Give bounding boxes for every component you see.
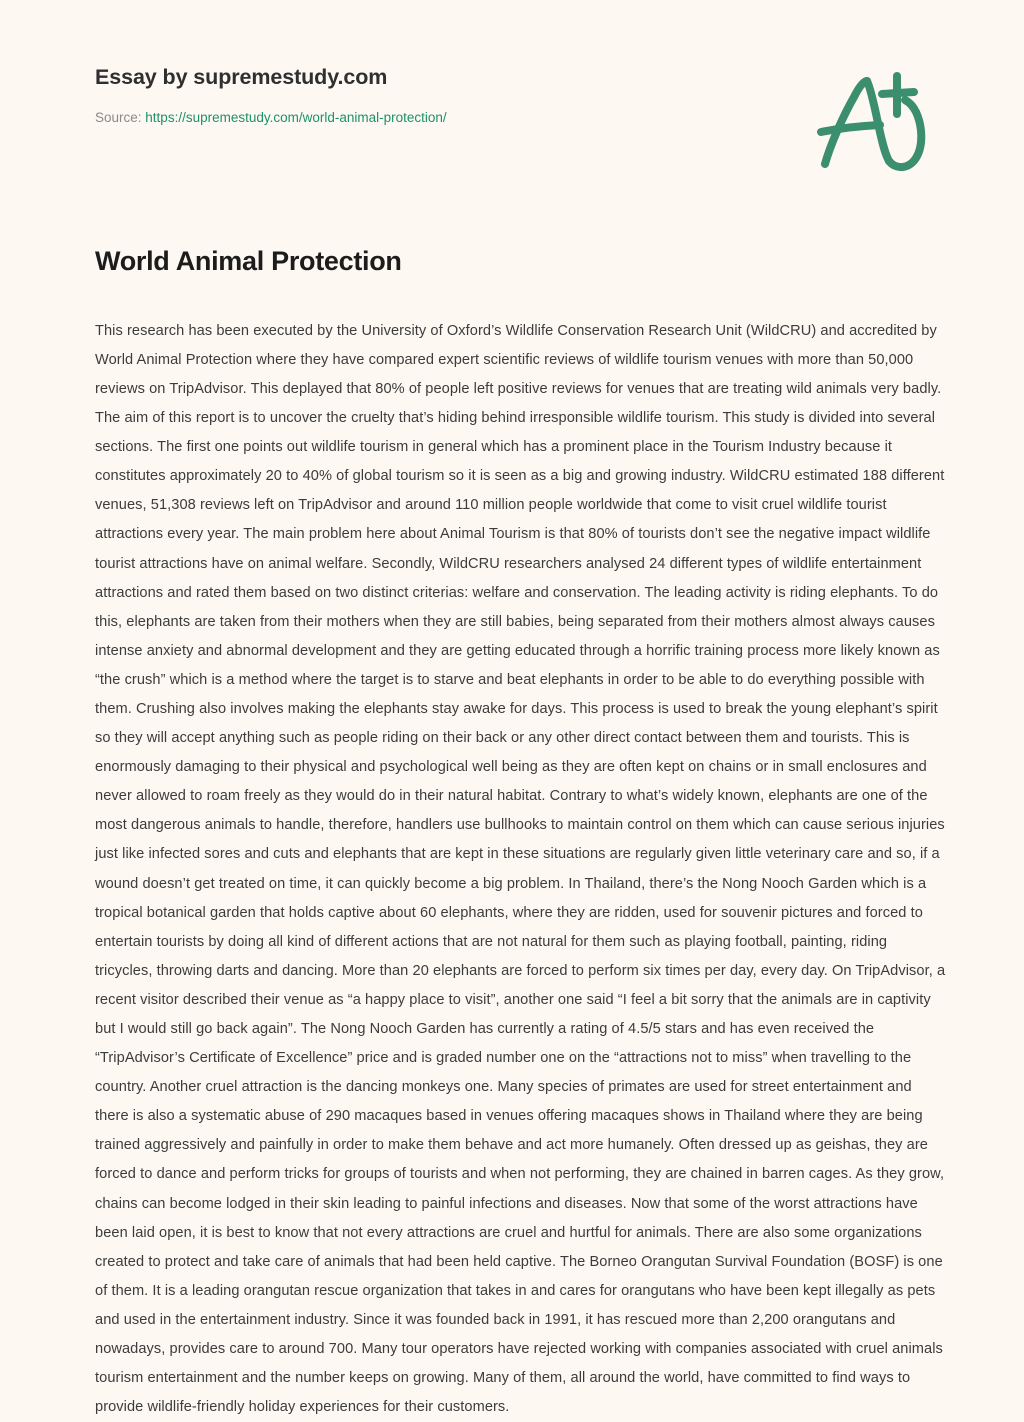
source-label: Source: [95,109,142,125]
article-body-text: This research has been executed by the University of Oxford’s Wildlife Conservation Research Unit (WildCRU) and accredited by World Animal Protection where they have compared expert scientific reviews of wildlife tourism venues with more than 50,000 reviews on TripAdvisor. This deplayed that 80% of people left positive reviews for venues that are treating wild animals very badly. The aim of this report is to uncover the cruelty that’s hiding behind irresponsible wildlife tourism. This study is divided into several sections. The first one points out wildlife tourism in general which has a prominent place in the Tourism Industry because it constitutes approximately 20 to 40% of global tourism so it is seen as a big and growing industry. WildCRU estimated 188 different venues, 51,308 reviews left on TripAdvisor and around 110 million people worldwide that come to visit cruel wildlife tourist attractions every year. The main problem here about Animal Tourism is that 80% of tourists don’t see the negative impact wildlife tourist attractions have on animal welfare. Secondly, WildCRU researchers analysed 24 different types of wildlife entertainment attractions and rated them based on two distinct criterias: welfare and conservation. The leading activity is riding elephants. To do this, elephants are taken from their mothers when they are still babies, being separated from their mothers almost always causes intense anxiety and abnormal development and they are getting educated through a horrific training process more likely known as “the crush” which is a method where the target is to starve and beat elephants in order to be able to do everything possible with them. Crushing also involves making the elephants stay awake for days. This process is used to break the young elephant’s spirit so they will accept anything such as people riding on their back or any other direct contact between them and tourists. This is enormously damaging to their physical and psychological well being as they are often kept on chains or in small enclosures and never allowed to roam freely as they would do in their natural habitat. Contrary to what’s widely known, elephants are one of the most dangerous animals to handle, therefore, handlers use bullhooks to maintain control on them which can cause serious injuries just like infected sores and cuts and elephants that are kept in these situations are regularly given little veterinary care and so, if a wound doesn’t get treated on time, it can quickly become a big problem. In Thailand, there’s the Nong Nooch Garden which is a tropical botanical garden that holds captive about 60 elephants, where they are ridden, used for souvenir pictures and forced to entertain tourists by doing all kind of different actions that are not natural for them such as playing football, painting, riding tricycles, throwing darts and dancing. More than 20 elephants are forced to perform six times per day, every day. On TripAdvisor, a recent visitor described their venue as “a happy place to visit”, another one said “I feel a bit sorry that the animals are in captivity but I would still go back again”. The Nong Nooch Garden has currently a rating of 4.5/5 stars and has even received the “TripAdvisor’s Certificate of Excellence” price and is graded number one on the “attractions not to miss” when travelling to the country. Another cruel attraction is the dancing monkeys one. Many species of primates are used for street entertainment and there is also a systematic abuse of 290 macaques based in venues offering macaques shows in Thailand where they are being trained aggressively and painfully in order to make them behave and act more humanely. Often dressed up as geishas, they are forced to dance and perform tricks for groups of tourists and when not performing, they are chained in barren cages. As they grow, chains can become lodged in their skin leading to painful infections and diseases. Now that some of the worst attractions have been laid open, it is best to know that not every attractions are cruel and hurtful for animals. There are also some organizations created to protect and take care of animals that had been held captive. The Borneo Orangutan Survival Foundation (BOSF) is one of them. It is a leading orangutan rescue organization that takes in and cares for orangutans who have been kept illegally as pets and used in the entertainment industry. Since it was founded back in 1991, it has rescued more than 2,200 orangutans and nowadays, provides care to around 700. Many tour operators have rejected working with companies associated with cruel animals tourism entertainment and the number keeps on growing. Many of them, all around the world, have committed to find ways to provide wildlife-friendly holiday experiences for their customers. [95,322,946,1416]
document-header [0,0,1024,200]
essay-byline: Essay by supremestudy.com [95,65,388,89]
header-text-block [95,65,447,126]
page-title: World Animal Protection [95,246,402,276]
article [95,245,947,1422]
a-plus-logo [806,68,932,180]
source-line [95,109,447,127]
source-url-link[interactable]: https://supremestudy.com/world-animal-protection/ [145,109,447,125]
a-plus-logo-icon [806,68,932,180]
